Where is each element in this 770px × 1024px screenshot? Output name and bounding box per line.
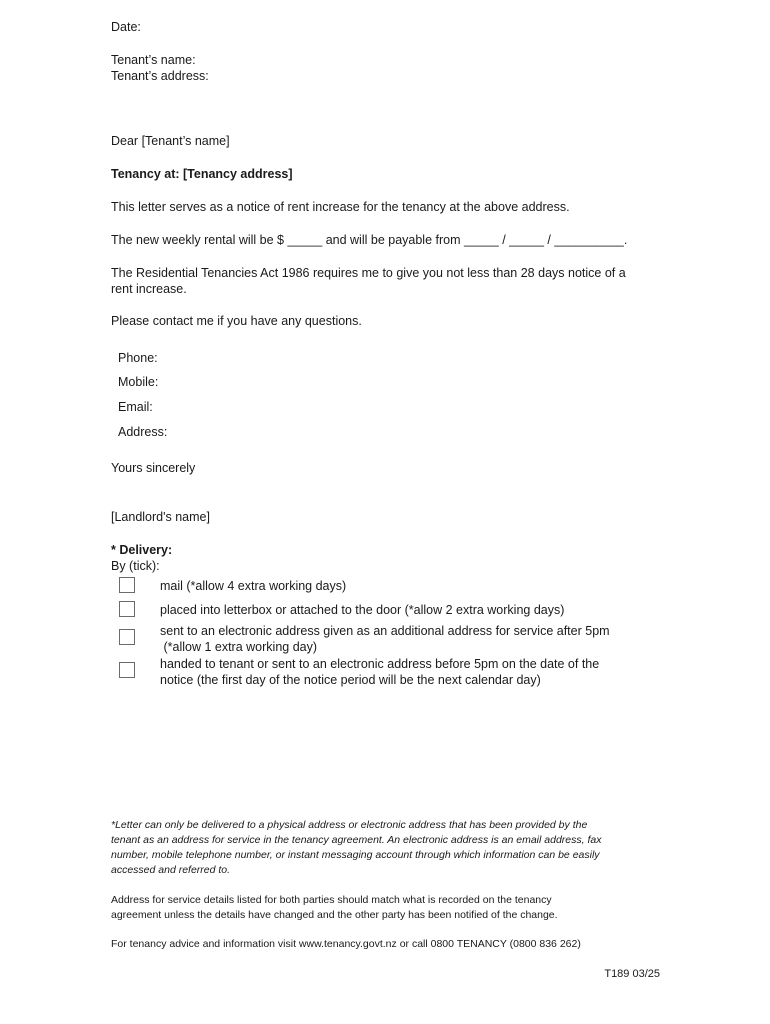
tenancy-heading: Tenancy at: [Tenancy address]: [111, 167, 293, 181]
delivery-option-letterbox-text: placed into letterbox or attached to the door (*allow 2 extra working days): [160, 603, 565, 617]
landlord-name: [Landlord's name]: [111, 510, 210, 524]
delivery-option-mail: [160, 578, 660, 594]
delivery-option-electronic-after-line1: sent to an electronic address given as an additional address for service after 5pm: [160, 624, 610, 638]
email-label: Email:: [118, 400, 153, 414]
delivery-option-handed-line1: handed to tenant or sent to an electronic address before 5pm on the date of the: [160, 657, 600, 671]
paragraph-notice: This letter serves as a notice of rent increase for the tenancy at the above address.: [111, 200, 570, 214]
salutation: Dear [Tenant’s name]: [111, 134, 230, 148]
paragraph-act-line2: rent increase.: [111, 282, 187, 296]
footnote-tenancy-advice: For tenancy advice and information visit www.tenancy.govt.nz or call 0800 TENANCY (0800 836 262): [111, 938, 581, 950]
footnote-address-service-line2: agreement unless the details have changed and the other party has been notified of the change.: [111, 909, 558, 921]
delivery-option-electronic-after: [160, 623, 660, 655]
footnote-address-service-line1: Address for service details listed for both parties should match what is recorded on the tenancy: [111, 894, 552, 906]
footnote-delivery-line3: number, mobile telephone number, or instant messaging account through which information can be easily: [111, 849, 600, 861]
footnote-delivery-line2: tenant as an address for service in the tenancy agreement. An electronic address is an email address, fax: [111, 834, 602, 846]
footnote-delivery-line1: *Letter can only be delivered to a physical address or electronic address that has been provided by the: [111, 819, 588, 831]
delivery-by-tick: By (tick):: [111, 559, 160, 573]
delivery-option-handed: [160, 656, 660, 688]
delivery-option-mail-text: mail (*allow 4 extra working days): [160, 579, 347, 593]
delivery-letterbox-checkbox[interactable]: [119, 601, 135, 617]
delivery-option-electronic-after-line2: (*allow 1 extra working day): [160, 640, 318, 654]
tenant-address-label: Tenant’s address:: [111, 69, 209, 83]
mobile-label: Mobile:: [118, 375, 159, 389]
delivery-heading: * Delivery:: [111, 543, 173, 557]
delivery-handed-checkbox[interactable]: [119, 662, 135, 678]
delivery-option-letterbox: [160, 602, 660, 618]
tenant-name-label: Tenant’s name:: [111, 53, 196, 67]
paragraph-act-line1: The Residential Tenancies Act 1986 requires me to give you not less than 28 days notice of a: [111, 266, 626, 280]
delivery-option-handed-line2: notice (the first day of the notice period will be the next calendar day): [160, 673, 541, 687]
delivery-mail-checkbox[interactable]: [119, 577, 135, 593]
sign-off: Yours sincerely: [111, 461, 196, 475]
date-label: Date:: [111, 20, 141, 34]
delivery-electronic-after-checkbox[interactable]: [119, 629, 135, 645]
form-code: T189 03/25: [604, 968, 660, 980]
paragraph-contact: Please contact me if you have any questions.: [111, 314, 362, 328]
footnote-address-service: [111, 893, 671, 923]
paragraph-new-rent: The new weekly rental will be $ _____ and will be payable from _____ / _____ / __________.: [111, 233, 628, 247]
footnote-delivery: [111, 818, 671, 878]
address-label: Address:: [118, 425, 168, 439]
phone-label: Phone:: [118, 351, 158, 365]
footnote-delivery-line4: accessed and referred to.: [111, 864, 231, 876]
